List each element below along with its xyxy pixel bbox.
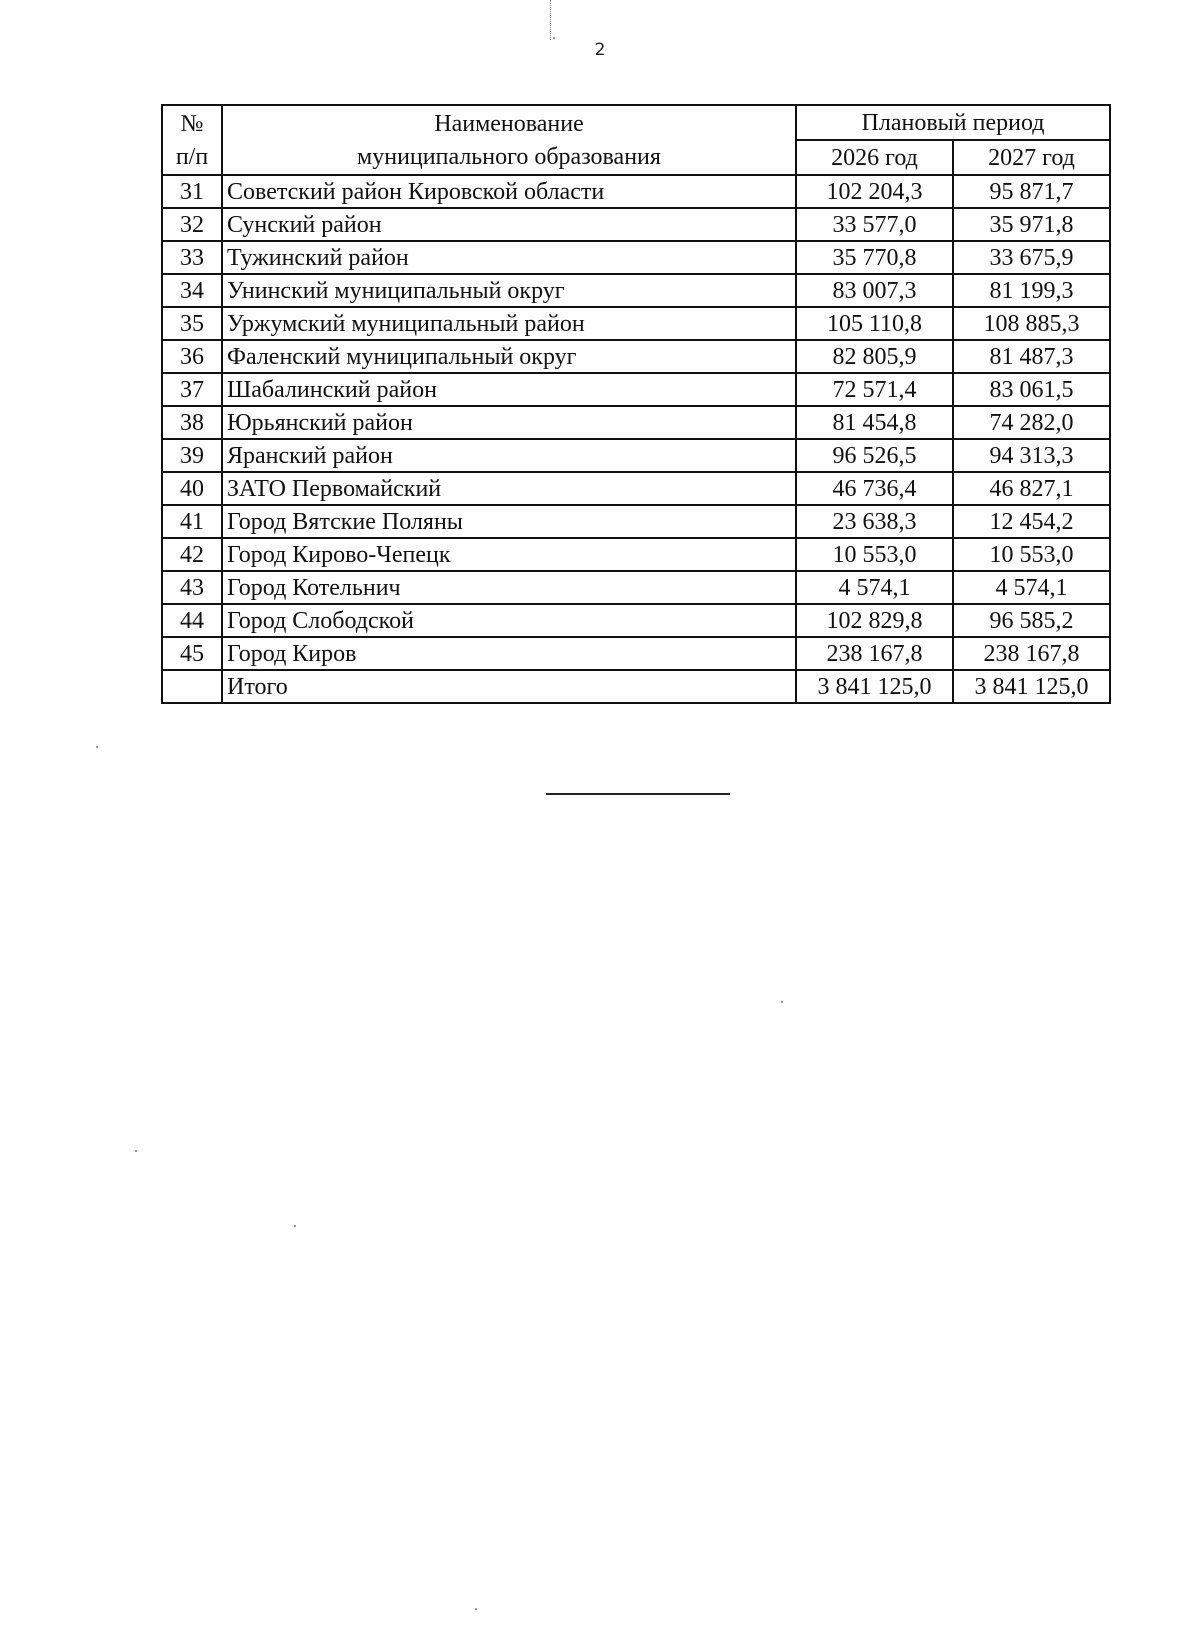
- row-value-2027: 108 885,3: [953, 307, 1110, 340]
- row-municipality-name: Город Котельнич: [222, 571, 796, 604]
- table-row: [162, 340, 1110, 373]
- row-number: 35: [162, 307, 222, 340]
- scan-speck: [781, 1001, 783, 1003]
- row-value-2027: 10 553,0: [953, 538, 1110, 571]
- row-municipality-name: Уржумский муниципальный район: [222, 307, 796, 340]
- row-number: 34: [162, 274, 222, 307]
- row-number: 33: [162, 241, 222, 274]
- row-municipality-name: ЗАТО Первомайский: [222, 472, 796, 505]
- scan-speck: [96, 746, 98, 748]
- header-name-label: Наименование: [434, 111, 584, 137]
- table-row: [162, 373, 1110, 406]
- table-row: [162, 241, 1110, 274]
- row-municipality-name: Юрьянский район: [222, 406, 796, 439]
- table-row: [162, 571, 1110, 604]
- row-value-2026: 72 571,4: [796, 373, 953, 406]
- row-municipality-name: Город Слободской: [222, 604, 796, 637]
- row-value-2026: 96 526,5: [796, 439, 953, 472]
- header-number-cell: [162, 105, 222, 175]
- closing-rule: [546, 793, 730, 795]
- row-number: 38: [162, 406, 222, 439]
- row-value-2026: 83 007,3: [796, 274, 953, 307]
- row-municipality-name: Сунский район: [222, 208, 796, 241]
- header-year-2026: 2026 год: [796, 140, 953, 175]
- table-row: [162, 274, 1110, 307]
- table-row: [162, 406, 1110, 439]
- row-value-2026: 10 553,0: [796, 538, 953, 571]
- row-value-2026: 35 770,8: [796, 241, 953, 274]
- row-value-2027: 83 061,5: [953, 373, 1110, 406]
- row-value-2026: 102 204,3: [796, 175, 953, 208]
- row-value-2026: 102 829,8: [796, 604, 953, 637]
- total-number: [162, 670, 222, 703]
- row-number: 40: [162, 472, 222, 505]
- row-number: 45: [162, 637, 222, 670]
- row-value-2026: 4 574,1: [796, 571, 953, 604]
- row-number: 32: [162, 208, 222, 241]
- row-municipality-name: Советский район Кировской области: [222, 175, 796, 208]
- table-row: [162, 439, 1110, 472]
- row-value-2027: 238 167,8: [953, 637, 1110, 670]
- row-municipality-name: Город Кирово-Чепецк: [222, 538, 796, 571]
- row-value-2027: 81 199,3: [953, 274, 1110, 307]
- row-value-2027: 95 871,7: [953, 175, 1110, 208]
- row-value-2027: 35 971,8: [953, 208, 1110, 241]
- row-number: 42: [162, 538, 222, 571]
- row-value-2026: 82 805,9: [796, 340, 953, 373]
- table-row: [162, 637, 1110, 670]
- row-value-2026: 238 167,8: [796, 637, 953, 670]
- row-municipality-name: Город Вятские Поляны: [222, 505, 796, 538]
- row-number: 36: [162, 340, 222, 373]
- scan-fold-mark: [550, 0, 553, 40]
- header-period-cell: Плановый период: [796, 105, 1110, 140]
- row-number: 39: [162, 439, 222, 472]
- row-value-2026: 105 110,8: [796, 307, 953, 340]
- table-row: [162, 505, 1110, 538]
- row-value-2027: 96 585,2: [953, 604, 1110, 637]
- row-municipality-name: Шабалинский район: [222, 373, 796, 406]
- header-name-sublabel: муниципального образования: [357, 144, 661, 170]
- total-label: Итого: [222, 670, 796, 703]
- row-value-2027: 94 313,3: [953, 439, 1110, 472]
- row-value-2027: 46 827,1: [953, 472, 1110, 505]
- table-row: [162, 604, 1110, 637]
- budget-table: [161, 104, 1111, 704]
- row-number: 31: [162, 175, 222, 208]
- page-number: 2: [594, 40, 606, 60]
- table-header-row: [162, 105, 1110, 140]
- row-value-2027: 74 282,0: [953, 406, 1110, 439]
- total-value-2026: 3 841 125,0: [796, 670, 953, 703]
- row-number: 44: [162, 604, 222, 637]
- row-number: 37: [162, 373, 222, 406]
- table-row: [162, 538, 1110, 571]
- row-municipality-name: Яранский район: [222, 439, 796, 472]
- scan-speck: [553, 37, 555, 39]
- row-municipality-name: Город Киров: [222, 637, 796, 670]
- header-name-cell: [222, 105, 796, 175]
- table-row: [162, 208, 1110, 241]
- table-total-row: [162, 670, 1110, 703]
- scan-speck: [135, 1150, 137, 1152]
- row-number: 41: [162, 505, 222, 538]
- row-municipality-name: Тужинский район: [222, 241, 796, 274]
- row-value-2027: 81 487,3: [953, 340, 1110, 373]
- row-value-2026: 81 454,8: [796, 406, 953, 439]
- row-municipality-name: Унинский муниципальный округ: [222, 274, 796, 307]
- row-value-2026: 23 638,3: [796, 505, 953, 538]
- header-number-label: №: [180, 111, 204, 137]
- row-value-2027: 4 574,1: [953, 571, 1110, 604]
- total-value-2027: 3 841 125,0: [953, 670, 1110, 703]
- row-value-2026: 46 736,4: [796, 472, 953, 505]
- table-row: [162, 175, 1110, 208]
- row-number: 43: [162, 571, 222, 604]
- header-number-sublabel: п/п: [175, 144, 209, 170]
- header-year-2027: 2027 год: [953, 140, 1110, 175]
- row-value-2027: 33 675,9: [953, 241, 1110, 274]
- row-value-2026: 33 577,0: [796, 208, 953, 241]
- row-value-2027: 12 454,2: [953, 505, 1110, 538]
- row-municipality-name: Фаленский муниципальный округ: [222, 340, 796, 373]
- table-row: [162, 472, 1110, 505]
- table-row: [162, 307, 1110, 340]
- scan-speck: [294, 1225, 296, 1227]
- scan-speck: [475, 1608, 477, 1610]
